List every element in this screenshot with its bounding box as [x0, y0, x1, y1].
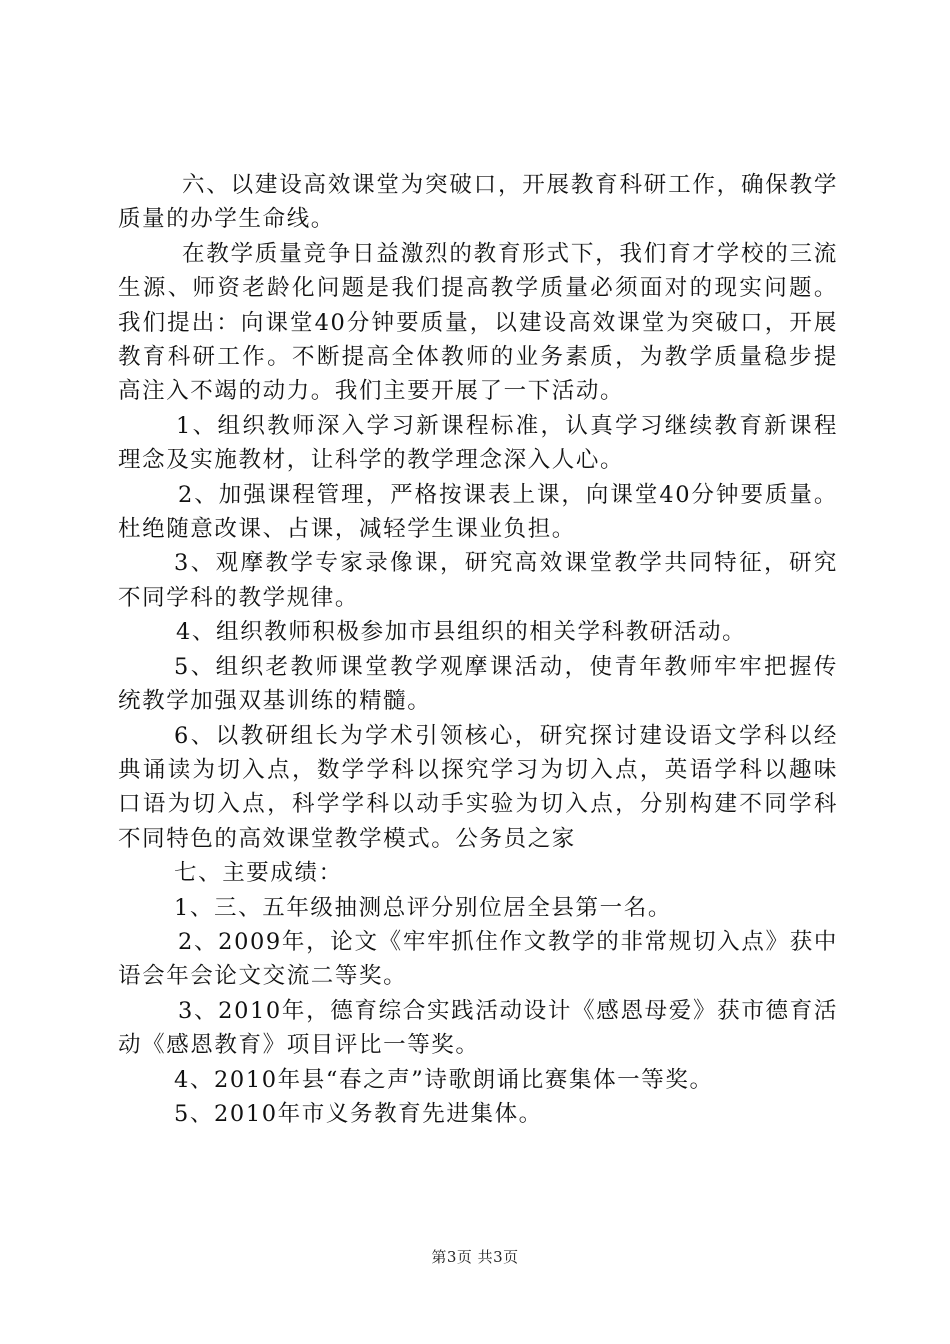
document-body — [118, 168, 838, 1131]
document-paragraph: 4、组织教师积极参加市县组织的相关学科教研活动。 — [176, 619, 747, 646]
document-paragraph: 5、2010年市义务教育先进集体。 — [174, 1100, 543, 1127]
document-paragraph: 6、以教研组长为学术引领核心，研究探讨建设语文学科以经典诵读为切入点，数学学科以探究学习为切入点，英语学科以趣味口语为切入点，科学学科以动手实验为切入点，分别构建不同学科不同特色的高效课堂教学模式。公务员之家 — [118, 722, 838, 852]
document-paragraph: 七、主要成绩： — [174, 860, 343, 887]
document-paragraph: 4、2010年县“春之声”诗歌朗诵比赛集体一等奖。 — [174, 1066, 714, 1093]
document-paragraph: 2、2009年，论文《牢牢抓住作文教学的非常规切入点》获中语会年会论文交流二等奖。 — [118, 928, 838, 990]
document-paragraph: 在教学质量竞争日益激烈的教育形式下，我们育才学校的三流生源、师资老龄化问题是我们提高教学质量必须面对的现实问题。我们提出：向课堂40分钟要质量，以建设高效课堂为突破口，开展教育科研工作。不断提高全体教师的业务素质，为教学质量稳步提高注入不竭的动力。我们主要开展了一下活动。 — [118, 240, 838, 405]
document-paragraph: 1、组织教师深入学习新课程标准，认真学习继续教育新课程理念及实施教材，让科学的教学理念深入人心。 — [118, 412, 838, 474]
document-paragraph: 1、三、五年级抽测总评分别位居全县第一名。 — [174, 894, 672, 921]
document-paragraph: 2、加强课程管理，严格按课表上课，向课堂40分钟要质量。杜绝随意改课、占课，减轻学生课业负担。 — [118, 481, 838, 543]
document-paragraph: 3、2010年，德育综合实践活动设计《感恩母爱》获市德育活动《感恩教育》项目评比一等奖。 — [118, 997, 838, 1059]
page-footer: 第3页 共3页 — [431, 1248, 519, 1266]
document-paragraph: 3、观摩教学专家录像课，研究高效课堂教学共同特征，研究不同学科的教学规律。 — [118, 550, 838, 611]
document-paragraph: 六、以建设高效课堂为突破口，开展教育科研工作，确保教学质量的办学生命线。 — [118, 172, 838, 233]
document-paragraph: 5、组织老教师课堂教学观摩课活动，使青年教师牢牢把握传统教学加强双基训练的精髓。 — [118, 653, 838, 715]
